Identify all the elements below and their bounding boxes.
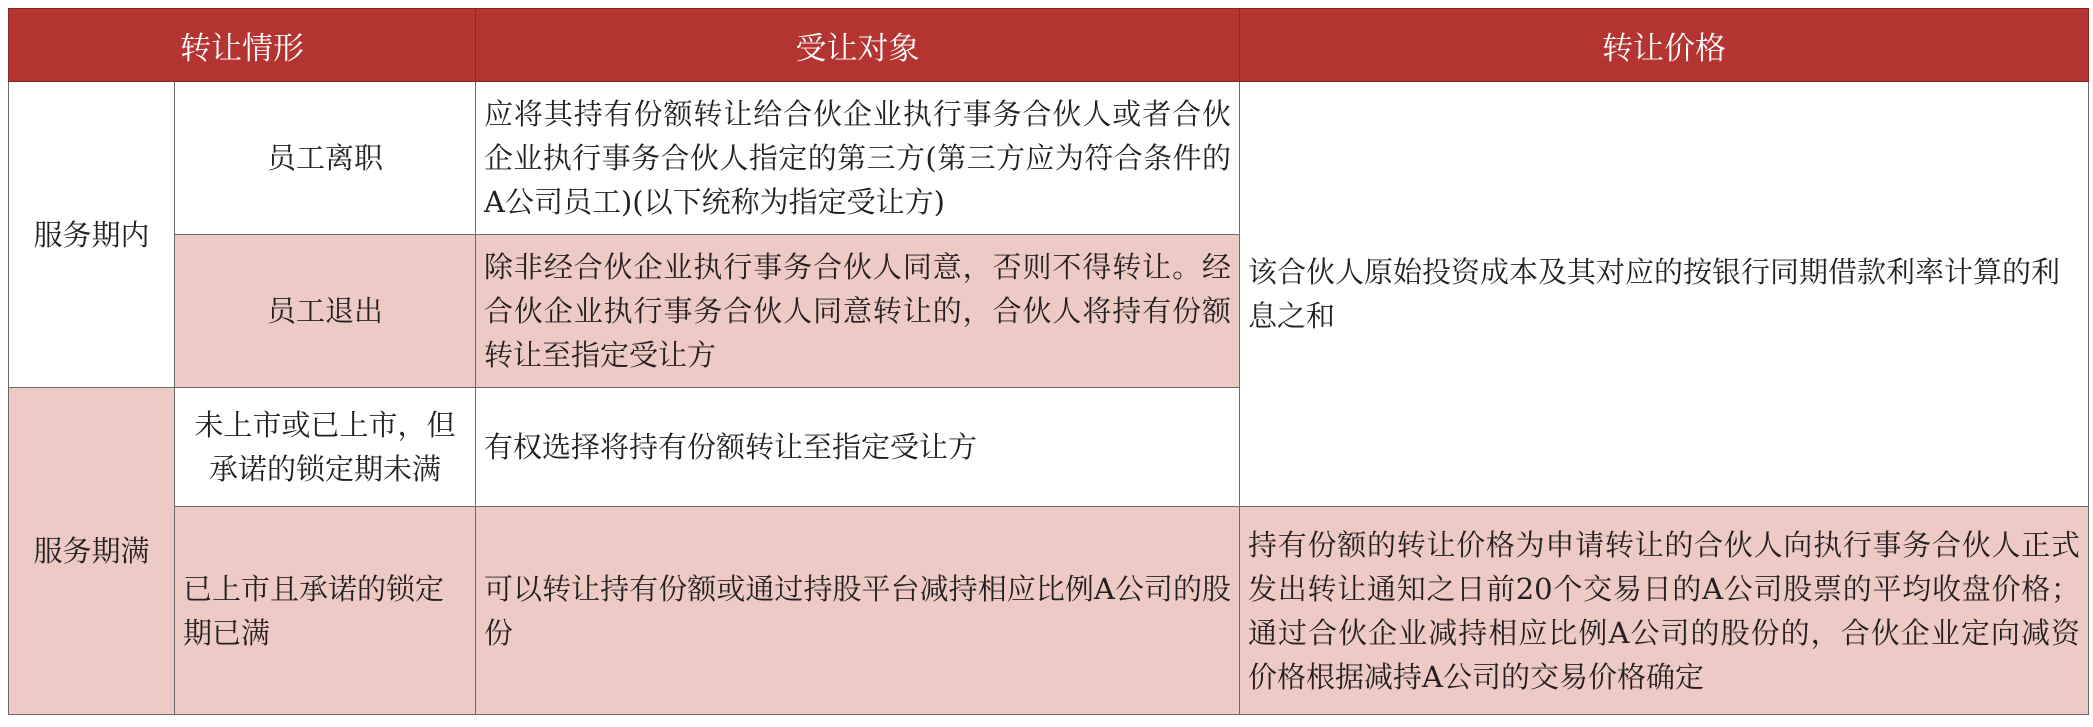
header-transfer-price: 转让价格 <box>1240 9 2089 82</box>
table-row <box>9 82 2089 235</box>
transferee-cell: 可以转让持有份额或通过持股平台减持相应比例A公司的股份 <box>476 507 1240 715</box>
table-body <box>9 82 2089 715</box>
situation-cell: 已上市且承诺的锁定期已满 <box>175 507 476 715</box>
shared-price-cell: 该合伙人原始投资成本及其对应的按银行同期借款利率计算的利息之和 <box>1240 82 2089 507</box>
transferee-cell: 除非经合伙企业执行事务合伙人同意，否则不得转让。经合伙企业执行事务合伙人同意转让的，合伙人将持有份额转让至指定受让方 <box>476 235 1240 388</box>
table-row <box>9 507 2089 715</box>
header-transfer-situation: 转让情形 <box>9 9 476 82</box>
table-header <box>9 9 2089 82</box>
situation-cell: 员工退出 <box>175 235 476 388</box>
situation-cell: 员工离职 <box>175 82 476 235</box>
period-cell-service-complete: 服务期满 <box>9 388 175 715</box>
equity-transfer-table <box>8 8 2089 715</box>
period-cell-in-service: 服务期内 <box>9 82 175 388</box>
situation-cell: 未上市或已上市，但承诺的锁定期未满 <box>175 388 476 507</box>
price-cell: 持有份额的转让价格为申请转让的合伙人向执行事务合伙人正式发出转让通知之日前20个交易日的A公司股票的平均收盘价格；通过合伙企业减持相应比例A公司的股份的，合伙企业定向减资价格根据减持A公司的交易价格确定 <box>1240 507 2089 715</box>
transferee-cell: 有权选择将持有份额转让至指定受让方 <box>476 388 1240 507</box>
header-transferee: 受让对象 <box>476 9 1240 82</box>
transfer-table-container <box>8 8 2088 719</box>
transferee-cell: 应将其持有份额转让给合伙企业执行事务合伙人或者合伙企业执行事务合伙人指定的第三方(第三方应为符合条件的A公司员工)(以下统称为指定受让方) <box>476 82 1240 235</box>
header-row <box>9 9 2089 82</box>
